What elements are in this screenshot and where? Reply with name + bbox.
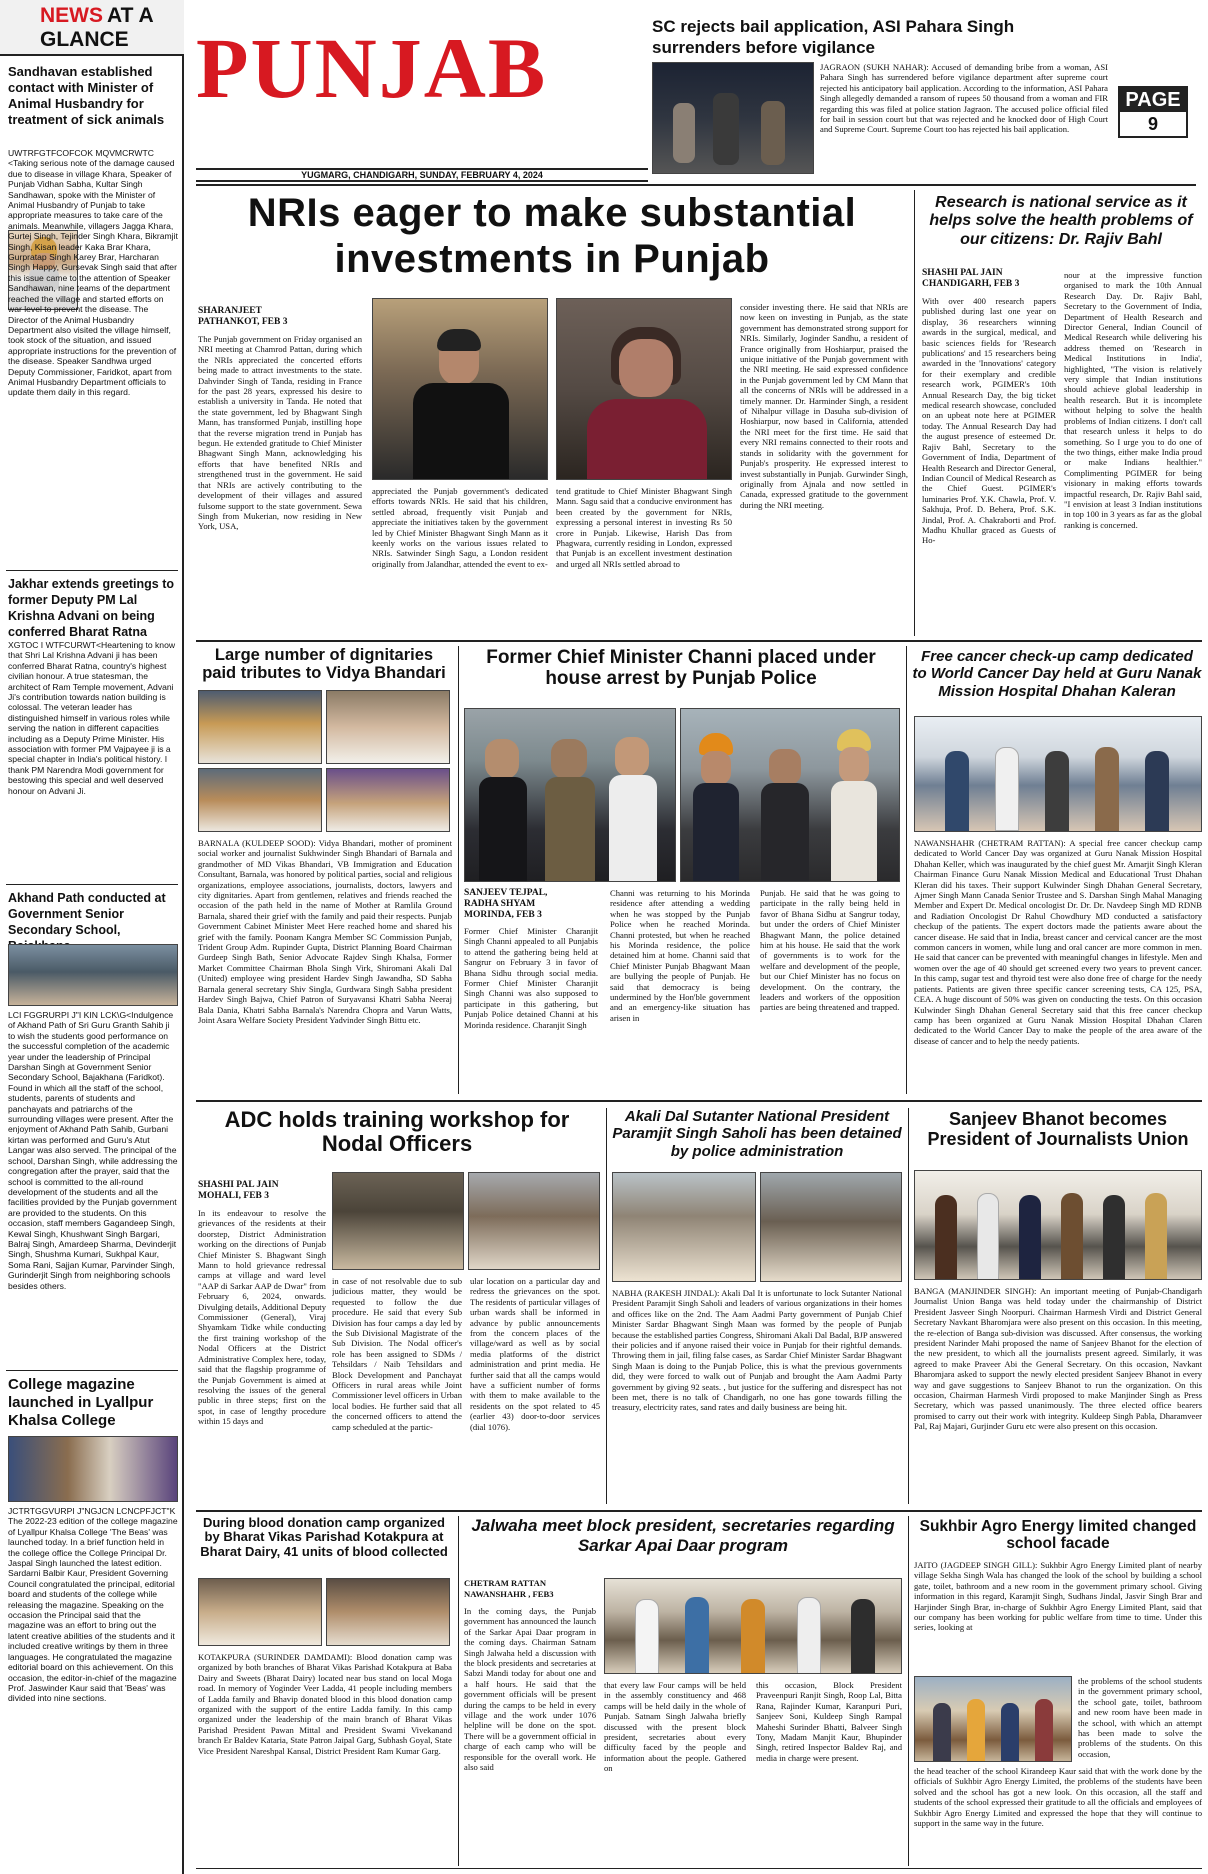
sidebar-item-1-headline: Sandhavan established contact with Minister of Animal Husbandry for treatment of sick animals <box>8 64 165 127</box>
sidebar-header-red: NEWS <box>40 4 103 27</box>
jalwaha-col-1: In the coming days, the Punjab government has announced the launch of the Sarkar Apai Daar program in the coming days. Chairman Satnam Singh Jalwaha held a discussion with the block presidents and secretaries at Sabzi Mandi today for about one and a half hours. He said that the government officials will be present during the camps to be held in every village and the work under 1076 helpline will be done on the spot. There will be a government official in charge of each camp who will be responsible for the overall work. He also said <box>464 1606 596 1773</box>
cancer-headline: Free cancer check-up camp dedicated to World Cancer Day held at Guru Nanak Mission Hospital Dhahan Kaleran <box>912 648 1202 700</box>
adc-headline: ADC holds training workshop for Nodal Officers <box>224 1107 570 1157</box>
channi-col-2: Channi was returning to his Morinda residence after attending a wedding when he was stopped by the Punjab Police when he reached Morinda. Channi protested, but when he reached his Morinda residence, the police detained him at home. Channi said that Chief Minister Punjab Bhagwant Maan are bullying the people of Punjab. He said that democracy is being undermined by the Hon'ble government and an emergency-like situation has arisen in <box>610 888 750 1023</box>
jalwaha-col-3: this occasion, Block President Praveenpuri Ranjit Singh, Roop Lal, Bitta Rana, Rajinder Kumar, Karanpuri Puri, Sanjeev Soni, Kuldeep Singh Rampal Maheshi Surinder Bhatti, Balveer Singh Tony, Madam Manjit Kaur, Bhupinder Singh, retired Inspector Baldev Raj, and media in charge were present. <box>756 1680 902 1763</box>
sidebar-item-3-body: LCI FGGRURPI J"I KIN LCK\G<Indulgence of Akhand Path of Sri Guru Granth Sahib ji to wish the students good performance on the successful completion of the academic year under the leadership of Principal Darshan Singh at Government Senior Secondary School, Bajakhana (Faridkot). Found in which all the staff of the school, students, parents of students and panchayats and patriarchs of the surrounding villages were present. After the enjoyment of Akhand Path Sahib, Gurbani kirtan was performed and Guru's Atut Langar was also served. The principal of the school, Darshan Singh, while addressing the congregation after the prayer, said that the school is committed to the all-round development of the students and all the facilities provided by the Punjab government are provided to the students. On this occasion, staff members Gagandeep Singh, Kewal Singh, Khushwant Singh Bargari, Balraj Singh, Amardeep Sharma, Devinderjit Singh, Shushma Kumari, Sukhpal Kaur, Soma Rani, Sajjan Kumar, Parvinder Singh, Gurinderjit Singh from neighboring schools besides others. <box>8 1010 178 1291</box>
sidebar-header-black: AT A GLANCE <box>40 4 153 51</box>
vidya-photo-3 <box>198 768 322 832</box>
lead-col-2: appreciated the Punjab government's dedicated efforts towards NRIs. He said that his children, settled abroad, frequently visit Punjab and appreciate the initiatives taken by the government led by Chief Minister Bhagwant Singh Mann as it keenly works on the various issues related to NRIs. Satwinder Singh Sagu, a London resident originally from Jalandhar, attended the event to ex- <box>372 486 548 569</box>
adc-photo-2 <box>468 1172 600 1270</box>
jalwaha-col-2: that every law Four camps will be held in the assembly constituency and 468 camps will be held daily in the whole of Punjab. Satnam Singh Jalwaha briefly discussed with the present block president, secretaries about every difficulty faced by the people and information about the people. Gathered on <box>604 1680 746 1774</box>
vidya-photo-4 <box>326 768 450 832</box>
channi-byline-2: RADHA SHYAM <box>464 899 536 909</box>
sidebar-item-2-headline: Jakhar extends greetings to former Deputy PM Lal Krishna Advani on being conferred Bharat Ratna <box>8 577 175 639</box>
sidebar-item-4-photo <box>8 1436 178 1502</box>
jalwaha-photo <box>604 1578 902 1674</box>
channi-byline-3: MORINDA, FEB 3 <box>464 910 542 920</box>
research-byline-2: CHANDIGARH, FEB 3 <box>922 279 1020 289</box>
blood-body: KOTAKPURA (SURINDER DAMDAMI): Blood donation camp was organized by both branches of Bharat Vikas Parishad Kotakpura at Baba Dairy and Sweets (Bharat Dairy) located near bus stand on local Moga road. In memory of Yoginder Veer Ladda, 41 people including members of Ladda family and Bhavip donated blood in this blood donation camp organized with the support of the entire Ladda family. In this camp organized under the leadership of the main branch of Bharat Vikas Parishad President Pawan Mittal and President Swami Vivekanand branch Er Baldev Kataria, State Patron Jaipal Garg, Subhash Goyal, State Vice President Nareshpal Kansal, District President Ram Kumar Garg. <box>198 1652 452 1756</box>
sidebar-item-2-body: XGTOC I WTFCURWT<Heartening to know that Shri Lal Krishna Advani ji has been conferred Bharat Ratna, country's highest civilian honour. A true statesman, the architect of Ram Temple movement, Advani Ji's contribution towards nation building is colossal. The veteran leader has distinguished himself in various roles while serving the nation in different capacities including as a Deputy Prime Minister. His association with former PM Vajpayee ji is a special chapter in India's political history. I thank PM Narendra Modi government for bestowing this special and well deserved honour on Advani Ji. <box>8 640 176 796</box>
masthead-dateline-bar <box>196 168 648 182</box>
blood-photo-2 <box>326 1578 450 1646</box>
lead-headline-line1: NRIs eager to make substantial <box>247 191 857 235</box>
lead-byline-2: PATHANKOT, FEB 3 <box>198 317 288 327</box>
cancer-body: NAWANSHAHR (CHETRAM RATTAN): A special free cancer checkup camp dedicated to World Cancer Day was organized at Guru Nanak Mission Hospital Dhahan Keller, which was inaugurated by the chief guest Mr. Amarjit Singh Kleran Chairman Finance Guru Nanak Mission Medical and Educational Trust Dhahan Kleran did his taxes. Their support Kulwinder Singh Dhahan General Secretary, Ajmer Singh Mann Canada Senior Trustee and S. Darshan Singh Mahal Managing Member and Expert Dr. Medical oncologist Dr. Dr. Dr. Navdeep Singh MD RDNB and Radiation Oncologist Dr Rahul Chowdhury MD conducted a satisfactory checkup of the patients. The expert doctors made the patients aware about the cancer disease. He said that in India, breast cancer and cervical cancer are the most common cancers in women, while lung and oral cancer are more common in men. He said that cancer can be prevented with meaningful changes in lifestyle. Men and women over the age of 40 should get screened every two years to prevent cancer. In this camp, sugar test and thyroid test were also done free of charge for the needy patients. Patients are given three specific cancer screening tests, CA 125, PSA, CEA. A huge discount of 50% was given on conducting the tests. On this occasion Kulwinder Singh Dhahan General Secretary said that this free cancer checkup camp has been organized at Guru Nanak Mission Hospital Dhahan Claren dedicated to the World Cancer Day to make the people of the area aware of the disease of cancer and to help the needy patients. <box>914 838 1202 1046</box>
adc-byline-2: MOHALI, FEB 3 <box>198 1191 269 1201</box>
adc-col-2: in case of not resolvable due to sub judicious matter, they would be requested to follow the due procedure. He said that every Sub Division has four camps a day led by the Sub Divisional Magistrate of the Sub Division. The Nodal officer's role has been assigned to SDMs / Tehsildars / Naib Tehsildars and Block Development and Panchayat Officers in rural areas while Joint Commissioner level officers in Urban local bodies. He further said that all the concerned officers to attend the camp scheduled at the partic- <box>332 1276 462 1432</box>
lead-col-1: The Punjab government on Friday organised an NRI meeting at Chamrod Pattan, during which the NRIs appreciated the concerted efforts being made to attract investments to the state. Dahvinder Singh of Tanda, residing in France for the past 28 years, expressed his desire to establish a university in Tanda. He noted that the state government, led by Bhagwant Singh Mann, has transformed Punjab, instilling hope that the reverse migration trend in Punjab has begun. He extended gratitude to Chief Minister Bhagwant Singh Mann, acknowledging his efforts that have benefited NRIs and strengthened trust in the government. He said that NRIs are actively contributing to the development of their villages and assured fulsome support to the state government. Sewa Singh from Mukerian, now residing in New York, USA, <box>198 334 362 532</box>
sidebar-item-3-photo <box>8 944 178 1006</box>
channi-col-1: Former Chief Minister Charanjit Singh Channi appealed to all Punjabis to attend the gathering being held at Sangrur on February 3 in favor of Bhana Sidhu through social media. Former Chief Minister Charanjit Singh Channi was also supposed to participate in this gathering, but Punjab Police detained Channi at his Morinda residence. Charanjit Singh <box>464 926 598 1030</box>
masthead-dateline: YUGMARG, CHANDIGARH, SUNDAY, FEBRUARY 4, 2024 <box>301 170 543 180</box>
akali-photo-1 <box>612 1172 756 1282</box>
lead-col-4: consider investing there. He said that NRIs are now keen on investing in Punjab, as the state government has demonstrated strong support for NRIs. Similarly, Joginder Sandhu, a resident of France originally from Hoshiarpur, praised the unique initiative of the Punjab government with the NRI meeting. He said expressed confidence in the Punjab government led by CM Mann that all the concerns of NRIs will be addressed in a timely manner. Dr. Harminder Singh, a resident of Nihalpur village in Dasuha sub-division of Hoshiarpur, now based in California, attended the NRI meet for the first time. He said that every NRI remains connected to their roots and stands in solidarity with the government for Punjab's prosperity. He expressed interest to invest substantially in Punjab. Gurwinder Singh, originally from Ajnala and now settled in Canada, expressed gratitude to the government during the NRI meeting. <box>740 302 908 510</box>
lead-photo-woman <box>556 298 732 480</box>
akali-body: NABHA (RAKESH JINDAL): Akali Dal It is unfortunate to lock Sutanter National President Paramjit Singh Saholi and leaders of various organizations in their homes and offices like on the 2nd. The Aam Aadmi Party government of Punjab Chief Minister Sardar Bhagwant Singh Maan was formed by the people of Punjab because the established parties Congress, Shiromani Akali Dal Badal, BJP answered their policies and if anyone raised their voice in Punjab for their rightful demands. Throwing them in jail, filing false cases, as Sardar Chief Minister Sardar Bhagwant Singh Maan is doing to the Punjab Police, this is what the previous governments did, they were forced to walk out of Punjab and brought the Aam Aadmi Party government by giving 92 seats. , but justice for the suffering and disrespect has not been met, there is no talk of Chandigarh, no one has gone towards filling the treasury, electricity rates, sand rates and daily business are being hit. <box>612 1288 902 1413</box>
sanjeev-headline: Sanjeev Bhanot becomes President of Journalists Union <box>927 1109 1189 1149</box>
channi-photo-right <box>680 708 900 882</box>
blood-headline: During blood donation camp organized by Bharat Vikas Parishad Kotakpura at Bharat Dairy, 41 units of blood collected <box>200 1515 448 1559</box>
channi-photo-left <box>464 708 676 882</box>
sidebar-item-4-headline: College magazine launched in Lyallpur Khalsa College <box>8 1376 154 1429</box>
sukhbir-body-1: JAITO (JAGDEEP SINGH GILL): Sukhbir Agro Energy Limited plant of nearby village Sekha Singh Wala has changed the look of the school by building a school gate, toilet, bathroom and a new room in the government primary school. Giving information in this regard, Karamjit Singh, Sudhans Jindal, Jasvir Singh Brar and Harjinder Singh Brar, in-charge of Sukhbir Agro Energy Limited Plant, said that our company has been working for public welfare from time to time. Under this series, looking at <box>914 1560 1202 1633</box>
akali-photo-2 <box>760 1172 902 1282</box>
research-headline: Research is national service as it helps solve the health problems of our citizens: Dr. Rajiv Bahl <box>929 194 1193 248</box>
lead-headline-line2: investments in Punjab <box>334 237 770 281</box>
sukhbir-photo <box>914 1676 1072 1762</box>
sukhbir-body-2: the problems of the school students in the government primary school, the school gate, toilet, bathroom and new room have been made in the school, with which an attempt has been made to solve the problems of the students. On this occasion, <box>1078 1676 1202 1759</box>
lead-photo-man <box>372 298 548 480</box>
adc-byline-1: SHASHI PAL JAIN <box>198 1180 279 1190</box>
adc-col-3: ular location on a particular day and redress the grievances on the spot. The residents of particular villages of urban wards shall be informed in advance by public announcements from the concern places of the village/ward as well as by social media platforms of the district administration and print media. He further said that all the camps would have a sufficient number of forms with them to make available to the residents on the spot related to 45 (earlier 43) door-to-door services (dial 1076). <box>470 1276 600 1432</box>
cancer-photo <box>914 716 1202 832</box>
research-byline-1: SHASHI PAL JAIN <box>922 268 1003 278</box>
top-story-headline: SC rejects bail application, ASI Pahara Singh surrenders before vigilance <box>652 17 1015 57</box>
sanjeev-body: BANGA (MANJINDER SINGH): An important meeting of Punjab-Chandigarh Journalist Union Banga was held today under the chairmanship of District President Jasveer Singh Noorpuri. Chairman Harmesh Virdi and District General Secretary Navkant Bharomjara were also present on this occasion. In this meeting, the re-election of Banga sub-division was discussed. After consensus, the working president Narinder Mahi proposed the name of Sanjeev Bhanot for the election of the new president, to which all the journalists present agreed. Similarly, it was agreed to make Praveer Abi the General Secretary. On this occasion, Navkant Bharomjara asked to support the newly elected president Sanjeev Bhanot in every way and gave suggestions to Sanjeev Bhanot to run the organization. On this occasion, Chairman Harmesh Virdi proposed to make Manjinder Singh as Press Secretary, which was passed unanimously. The three elected office bearers promised to carry out their work with integrity. Kuldeep Singh Pabla, Dharamveer Pal, Raj Majari, Gurjinder Guru etc were also present on this occasion. <box>914 1286 1202 1432</box>
channi-headline: Former Chief Minister Channi placed under house arrest by Punjab Police <box>486 647 876 689</box>
research-col-1: With over 400 research papers published during last one year on display, 36 researchers winning awards in the surgical, medical, and basic sciences fields for 'Research publications' and 15 researchers being awarded in the 'Innovations' category for their exemplary and credible research work, PGIMER's 10th Annual Research Day, the big ticket medical research showcase, concluded on an upbeat note here at PGIMER today. The Annual Research Day had the august presence of esteemed Dr. Rajiv Bahl, Secretary to the Government of India, Department of Health Research and Director General, Indian Council of Medical Research as the Chief Guest. PGIMER's luminaries Prof. Y.K. Chawla, Prof. V. Sakhuja, Prof. D. Behera, Prof. S.K. Jindal, Prof. A. Chakraborti and Prof. Madhu Khullar graced as Guests of Ho- <box>922 296 1056 546</box>
sidebar-item-4-body: JCTRTGGVURPI J"NGJCN LCNCPFJCT"K The 2022-23 edition of the college magazine of Lyallpur Khalsa College 'The Beas' was launched today. In a brief function held in the college office the College Principal Dr. Jaspal Singh launched the latest edition. Sardarni Balbir Kaur, President Governing Council congratulated the principal, editorial board and students of the college while releasing the magazine. Speaking on the occasion the Principal said that the magazine was an effort to bring out the latent creative abilities of the students and it included creative writings by them in three languages. He congratulated the magazine editorial board on this achievement. On this occasion, the editor-in-chief of the magazine Prof. Jaswinder Kaur said that 'Beas' was divided into nine sections. <box>8 1506 178 1704</box>
jalwaha-headline: Jalwaha meet block president, secretaries regarding Sarkar Apai Daar program <box>471 1516 895 1555</box>
vidya-body: BARNALA (KULDEEP SOOD): Vidya Bhandari, mother of prominent social worker and journalist Sukhwinder Singh Bhandari of Barnala and grandmother of MD Vikas Bhandari, VB Immigration and Education Consultant, Barnala, was honored by political parties, social and religious organizations, employee associations, journalists, doctors, lawyers and city dignitaries. Apart from gentlemen, relatives and friends reached the occasion of the path held in the name of Mother at Ramlila Ground Barnala, shared their grief with the family and paid their respects. Punjab Government Cabinet Minister Meet Here reached home and shared his grief with the family. Poonam Kangra Member SC Commission Punjab, Trident Group Adm. Rupinder Gupta, District Planning Board Chairman Gurdeep Singh Bath, Senior Advocate Rajdev Singh Khalsa, Former Market Committee Chairman Bhola Singh Virk, Shiromani Akali Dal (United) employee wing president Hardev Singh Jawandha, SD Sabha Barnala general secretary Shiv Singla, Gurdwara Singh Sabha president Hardev Singh Bajwa, Chief Patron of Suryavansi Khatri Sabha Neeraj Bala Dania, Khatri Sabha Barnala's Narendra Chopra and Varun Watts, Joint Asara Welfare Society President Yadvinder Singh Bittu etc. <box>198 838 452 1025</box>
top-story-photo <box>652 62 814 174</box>
adc-col-1: In its endeavour to resolve the grievances of the residents at their doorstep, District Administration working on the directions of Punjab Chief Minister S. Bhagwant Singh Mann to hold grievance redressal camps at village and ward level "AAP di Sarkar AAP de Dwar" from February 6, 2024, onwards. Divulging details, Additional Deputy Commissioner (General), Viraj Shyamkam Tidke while conducting the first training workshop of the Nodal Officers at the District Administrative Complex here, today, said that the flagship programme of the Punjab Government is aimed at resolving the issues of the general public in three steps; first on the spot, in case of lengthy procedure within 15 days and <box>198 1208 326 1427</box>
page-label: PAGE <box>1120 88 1186 112</box>
sidebar-item-3-headline: Akhand Path conducted at Government Senior Secondary School, <box>8 891 166 937</box>
vidya-photo-1 <box>198 690 322 764</box>
vidya-photo-2 <box>326 690 450 764</box>
sukhbir-body-3: the head teacher of the school Kirandeep Kaur said that with the work done by the officials of Sukhbir Agro Energy Limited, the problems of the students have been solved and the school has got a new look. On this occasion, all the staff and students of the school expressed their gratitude to all the officials and employees of Sukhbir Agro Energy Limited and expressed the hope that they will continue to support in the same way in the future. <box>914 1766 1202 1829</box>
sanjeev-photo <box>914 1170 1202 1280</box>
vidya-headline: Large number of dignitaries paid tributes to Vidya Bhandari <box>202 646 446 683</box>
sukhbir-headline: Sukhbir Agro Energy limited changed school facade <box>919 1518 1197 1553</box>
sidebar <box>0 0 184 1874</box>
akali-headline: Akali Dal Sutanter National President Paramjit Singh Saholi has been detained by police administration <box>612 1108 902 1160</box>
lead-col-3: tend gratitude to Chief Minister Bhagwant Singh Mann. Sagu said that a conducive environment has been created by the government for NRIs, expressing a personal interest in investing Rs 50 crore in Punjab. Likewise, Harish Das from Phagwara, currently residing in London, expressed that Punjab is an excellent investment destination and urged all NRIs settled abroad to <box>556 486 732 569</box>
blood-photo-1 <box>198 1578 322 1646</box>
channi-byline-1: SANJEEV TEJPAL, <box>464 888 548 898</box>
sidebar-item-1-body: UWTRFGTFCOFCOK MQVMCRWTC <Taking serious note of the damage caused due to disease in village Khara, Speaker of Punjab Vidhan Sabha, Kultar Singh Sandhawan, spoke with the Minister of Animal Husbandry of Punjab to take appropriate measures to take care of the animals. Meanwhile, villagers Jagga Khara, Gurtej Singh, Tejinder Singh Khara, Bikramjit Singh, Kisan leader Kaka Brar Khara, Gurpratap Singh Karey Brar, Harcharan Singh Happy, Gursevak Singh said that after this issue came to the attention of Speaker Sandhawan, nine teams of the department reached the village and started efforts on war level to prevent the disease. The Director of the Animal Husbandry Department also visited the village himself, took stock of the situation, and issued appropriate instructions for the prevention of the disease. Speaker Sandhwa urged Deputy Commissioner, Faridkot, apart from Animal Husbandry Department officials to update them daily in this regard. <box>8 148 178 398</box>
page-badge <box>1118 86 1188 138</box>
lead-byline-1: SHARANJEET <box>198 306 262 316</box>
top-story-body: JAGRAON (SUKH NAHAR): Accused of demanding bribe from a woman, ASI Pahara Singh has surrendered before vigilance department after supreme court rejected his anticipatory bail application. According to the information, ASI Pahara Singh allegedly demanded a ransom of rupees 50 thousand from a woman and FIR regarding this was filed at police station Jagraon. The accused police official filed for bail in session court but that was rejected and he knocked door of High Court and Supreme Court. Supreme Court too has rejected his bail application. <box>820 62 1108 135</box>
jalwaha-byline-2: NAWANSHAHR , FEB3 <box>464 1589 554 1599</box>
page-number: 9 <box>1147 114 1158 134</box>
adc-photo-1 <box>332 1172 464 1270</box>
jalwaha-byline-1: CHETRAM RATTAN <box>464 1578 547 1588</box>
masthead-title: PUNJAB <box>196 20 548 116</box>
sidebar-header <box>0 0 184 56</box>
channi-col-3: Punjab. He said that he was going to participate in the rally being held in favor of Bhana Sidhu at Sangrur today, but under the orders of Chief Minister Bhagwant Mann, the police detained him at his house. He said that the work of governments is to work for the welfare and development of the people, but our Chief Minister has no focus on development. On the contrary, the leaders and workers of the opposition parties are being threatened and trapped. <box>760 888 900 1013</box>
research-col-2: nour at the impressive function organised to mark the 10th Annual Research Day. Dr. Rajiv Bahl, Secretary to the Government of India, Department of Health Research and Director General, Indian Council of Medical Research while delivering his address themed on 'Research in Medical Institutions in India', highlighted, "The vision is relatively very simple that Indian institutions should achieve global leadership in health research. But it is incomplete without helping to solve the health problems of Indian citizens. I don't call that research unless it helps to do something. So I urge you to do one of the two things, either make India proud or make Indians healthier." Complimenting PGIMER for being visionary in making efforts towards impactful research, Dr. Rajiv Bahl said, "I envision at least 3 Indian institutions in top 100 in 3 years as far as the global ranking is concerned. <box>1064 270 1202 530</box>
